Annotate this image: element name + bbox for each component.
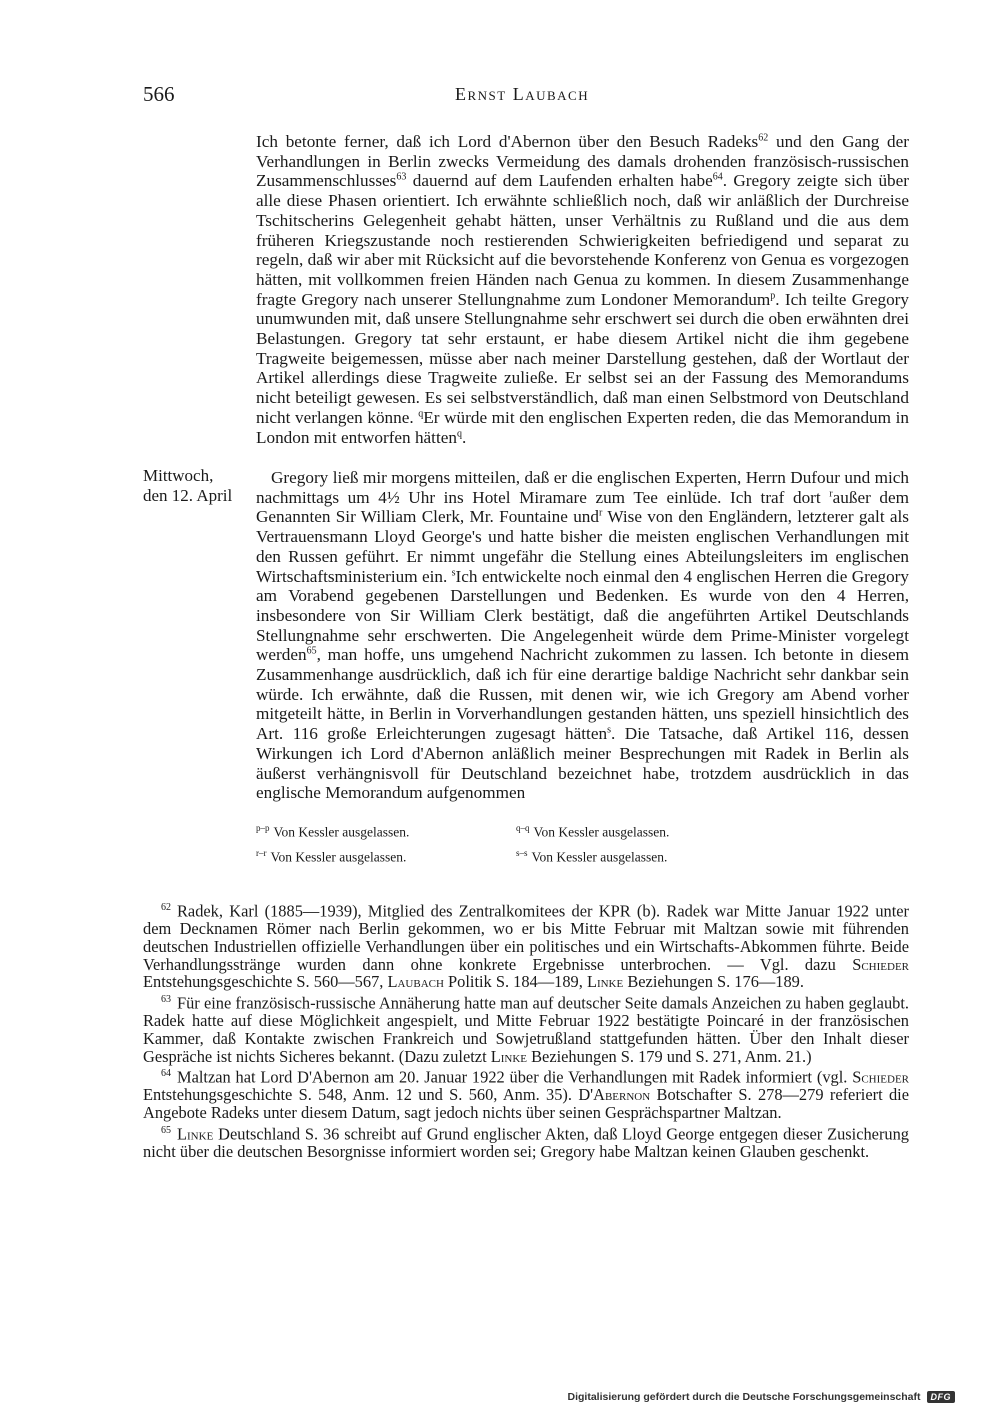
author-name: Linke xyxy=(177,1124,214,1144)
text-run: Deutschland S. 36 schreibt auf Grund englischer Akten, daß Lloyd George entgegen dieser Zusicherung nicht über die deutschen Besorgnisse informiert worden sei; Gregory habe Maltzan keinen Glauben geschenkt. xyxy=(143,1124,909,1162)
variant-mark: p–p xyxy=(256,823,270,833)
main-paragraph xyxy=(256,468,909,803)
author-name: Schieder xyxy=(852,1067,909,1087)
text-run: Entstehungsgeschichte S. 560—567, xyxy=(143,972,388,992)
footnote-ref: 63 xyxy=(396,171,407,183)
variant-row xyxy=(256,818,776,843)
variant-note xyxy=(516,843,776,868)
footnote xyxy=(143,991,909,1065)
variant-text: Von Kessler ausgelassen. xyxy=(533,824,670,840)
margin-date-note xyxy=(143,466,232,505)
text-run: . Die Tatsache, daß Artikel 116, dessen Wirkungen ich Lord d'Abernon anläßlich meiner Besprechungen mit Radek in Berlin als äußerst verhängnisvoll für Deutschland bezeichnet habe, trotzdem ausdrücklich in das englische Memorandum aufgenommen xyxy=(256,724,909,803)
footnote-ref: 65 xyxy=(306,645,317,657)
footnote-ref: q xyxy=(456,427,462,439)
text-run: Wise von den Engländern, letzterer galt als Vertrauensmann Lloyd George's und hatte bisher die meisten englischen Verhandlungen mit den Russen geführt. Er nimmt ungefähr die Stellung eines Abteilungsleiters im englischen Wirtschaftsministerium ein. xyxy=(256,507,910,586)
footnote-ref: 62 xyxy=(758,132,769,144)
variant-note xyxy=(256,818,516,843)
margin-note-line: den 12. April xyxy=(143,485,233,505)
variant-mark: q–q xyxy=(516,823,530,833)
footnote-ref: 64 xyxy=(712,171,723,183)
text-run: Er würde mit den englischen Experten reden, die das Memorandum in London mit entworfen hätten xyxy=(256,407,909,447)
footnote-number: 64 xyxy=(161,1068,171,1080)
footnote-ref: s xyxy=(451,566,456,578)
footnote xyxy=(143,1065,909,1122)
text-run: Gregory ließ mir morgens mitteilen, daß er die englischen Experten, Herrn Dufour und mich nachmittags um 4½ Uhr ins Hotel Miramare zum Tee einlüde. Ich traf dort xyxy=(256,468,909,507)
footnote-ref: p xyxy=(770,289,776,301)
text-run: Maltzan hat Lord D'Abernon am 20. Januar 1922 über die Verhandlungen mit Radek informiert (vgl. xyxy=(177,1067,853,1087)
author-name: Schieder xyxy=(852,954,909,974)
text-run: . Gregory zeigte sich über alle diese Phasen orientiert. Ich erwähnte schließlich noch, daß wir anläßlich der Durchreise Tschitscherins Gelegenheit gehabt hätten, unser Verhältnis zu Rußland und die aus dem früheren Kriegszustande noch restierenden Schwierigkeiten befriedigend und separat zu regeln, daß wir aber mit Rücksicht auf die bevorstehende Konferenz von Genua es vorgezogen hätten, mit vollkommen freien Händen nach Genua zu kommen. In diesem Zusammenhange fragte Gregory nach unserer Stellungnahme zum Londoner Memorandum xyxy=(256,171,909,309)
variant-text: Von Kessler ausgelassen. xyxy=(270,849,407,864)
main-paragraph xyxy=(256,132,909,447)
text-run: Ich betonte ferner, daß ich Lord d'Abernon über den Besuch Radeks xyxy=(256,132,759,151)
variant-text: Von Kessler ausgelassen. xyxy=(531,849,668,864)
text-run: Beziehungen S. 176—189. xyxy=(623,972,804,992)
margin-note-line: Mittwoch, xyxy=(143,466,214,485)
text-run: Für eine französisch-russische Annäherung hatte man auf deutscher Seite damals Anzeichen zu haben geglaubt. Radek hatte auf diese Möglichkeit angespielt, und Mitte Februar 1922 bestätigte Poincaré in der französischen Kammer, daß Kontakte zwischen Frankreich und Sowjetrußland stattgefunden hätten. Über den Inhalt dieser Gespräche ist nichts Sicheres bekannt. (Dazu zuletzt xyxy=(143,993,909,1066)
footnotes xyxy=(143,899,909,1161)
footer-credit xyxy=(568,1391,955,1403)
variant-note xyxy=(516,818,776,843)
variant-text: Von Kessler ausgelassen. xyxy=(273,824,410,840)
variant-mark: r–r xyxy=(256,847,267,858)
author-name: Linke xyxy=(490,1046,528,1066)
text-run: Entstehungsgeschichte S. 548, Anm. 12 und S. 560, Anm. 35). xyxy=(143,1085,579,1105)
footnote-ref: r xyxy=(829,487,833,499)
footnote xyxy=(143,899,909,991)
author-name: Linke xyxy=(586,972,624,992)
text-run: . Ich teilte Gregory unumwunden mit, daß unsere Stellungnahme sehr erschwert sei durch die oben erwähnten drei Belastungen. Gregory tat sehr erstaunt, er habe diesem Artikel nicht die ihm gegebene Tragweite beigemessen, müsse aber nach meiner Darstellung gestehen, daß der Wortlaut der Artikel allerdings diese Tragweite zuließe. Er selbst sei an der Fassung des Memorandums nicht beteiligt gewesen. Es sei selbstverständlich, daß man einen Selbstmord von Deutschland nicht verlangen könne. xyxy=(256,289,909,427)
text-run: und den Gang der Verhandlungen in Berlin zwecks Vermeidung des damals drohenden französisch-russischen Zusammenschlusses xyxy=(256,132,909,191)
text-run: außer dem Genannten Sir William Clerk, Mr. Fountaine und xyxy=(256,487,910,527)
footnote-ref: r xyxy=(598,507,603,519)
author-name: Laubach xyxy=(387,972,444,992)
footnote-number: 63 xyxy=(161,993,171,1005)
text-run: . xyxy=(461,427,467,447)
running-head: Ernst Laubach xyxy=(455,84,590,104)
variant-notes xyxy=(256,818,776,867)
text-run: Radek, Karl (1885—1939), Mitglied des Zentralkomitees der KPR (b). Radek war Mitte Januar 1922 unter dem Decknamen Römer nach Berlin gekommen, wo er bis Mitte Februar mit Maltzan sowie mit führenden deutschen Industriellen offizielle Verhandlungen über ein politisches und ein Wirtschafts-Abkommen führte. Beide Verhandlungsstränge wurden dann ohne konkrete Ergebnisse unterbrochen. — Vgl. dazu xyxy=(143,901,909,974)
text-run: , man hoffe, uns umgehend Nachricht zukommen zu lassen. Ich betonte in diesem Zusammenhange ausdrücklich, daß ich für eine derartige baldige Nachricht sehr dankbar sein würde. Ich erwähnte, daß die Russen, mit denen wir, wie ich Gregory am Abend vorher mitgeteilt hätte, in Berlin in Vorverhandlungen gestanden hätten, uns speziell hinsichtlich des Art. 116 große Erleichterungen zugesagt hätten xyxy=(256,645,909,744)
text-run: Beziehungen S. 179 und S. 271, Anm. 21.) xyxy=(527,1046,812,1066)
page-number: 566 xyxy=(143,82,175,106)
footnote xyxy=(143,1122,909,1161)
footnote-number: 65 xyxy=(161,1124,171,1136)
variant-note xyxy=(256,843,516,868)
text-run: dauernd auf dem Laufenden erhalten habe xyxy=(406,171,713,191)
footer-credit-text: Digitalisierung gefördert durch die Deutsche Forschungsgemeinschaft xyxy=(567,1391,921,1403)
footnote-ref: s xyxy=(607,724,611,736)
footnote-number: 62 xyxy=(161,902,171,913)
dfg-logo: DFG xyxy=(927,1391,956,1403)
footnote-ref: q xyxy=(418,408,424,420)
text-run: Botschafter S. 278—279 referiert die Angebote Radeks unter diesem Datum, sagt jedoch nichts über seinen Gesprächspartner Maltzan. xyxy=(143,1085,909,1123)
text-run: Ich entwickelte noch einmal den 4 englischen Herren die Gregory am Vorabend gegebenen Darstellungen und Bedenken. Es wurde von den 4 Herren, insbesondere von Sir William Clerk bestätigt, daß die angeführten Artikel Deutschlands Stellungnahme sehr erschwerten. Die Angelegenheit würde dem Prime-Minister vorgelegt werden xyxy=(256,566,909,665)
variant-row xyxy=(256,843,776,868)
text-run: Politik S. 184—189, xyxy=(443,972,587,992)
author-name: D'Abernon xyxy=(578,1085,651,1105)
variant-mark: s–s xyxy=(516,847,528,858)
